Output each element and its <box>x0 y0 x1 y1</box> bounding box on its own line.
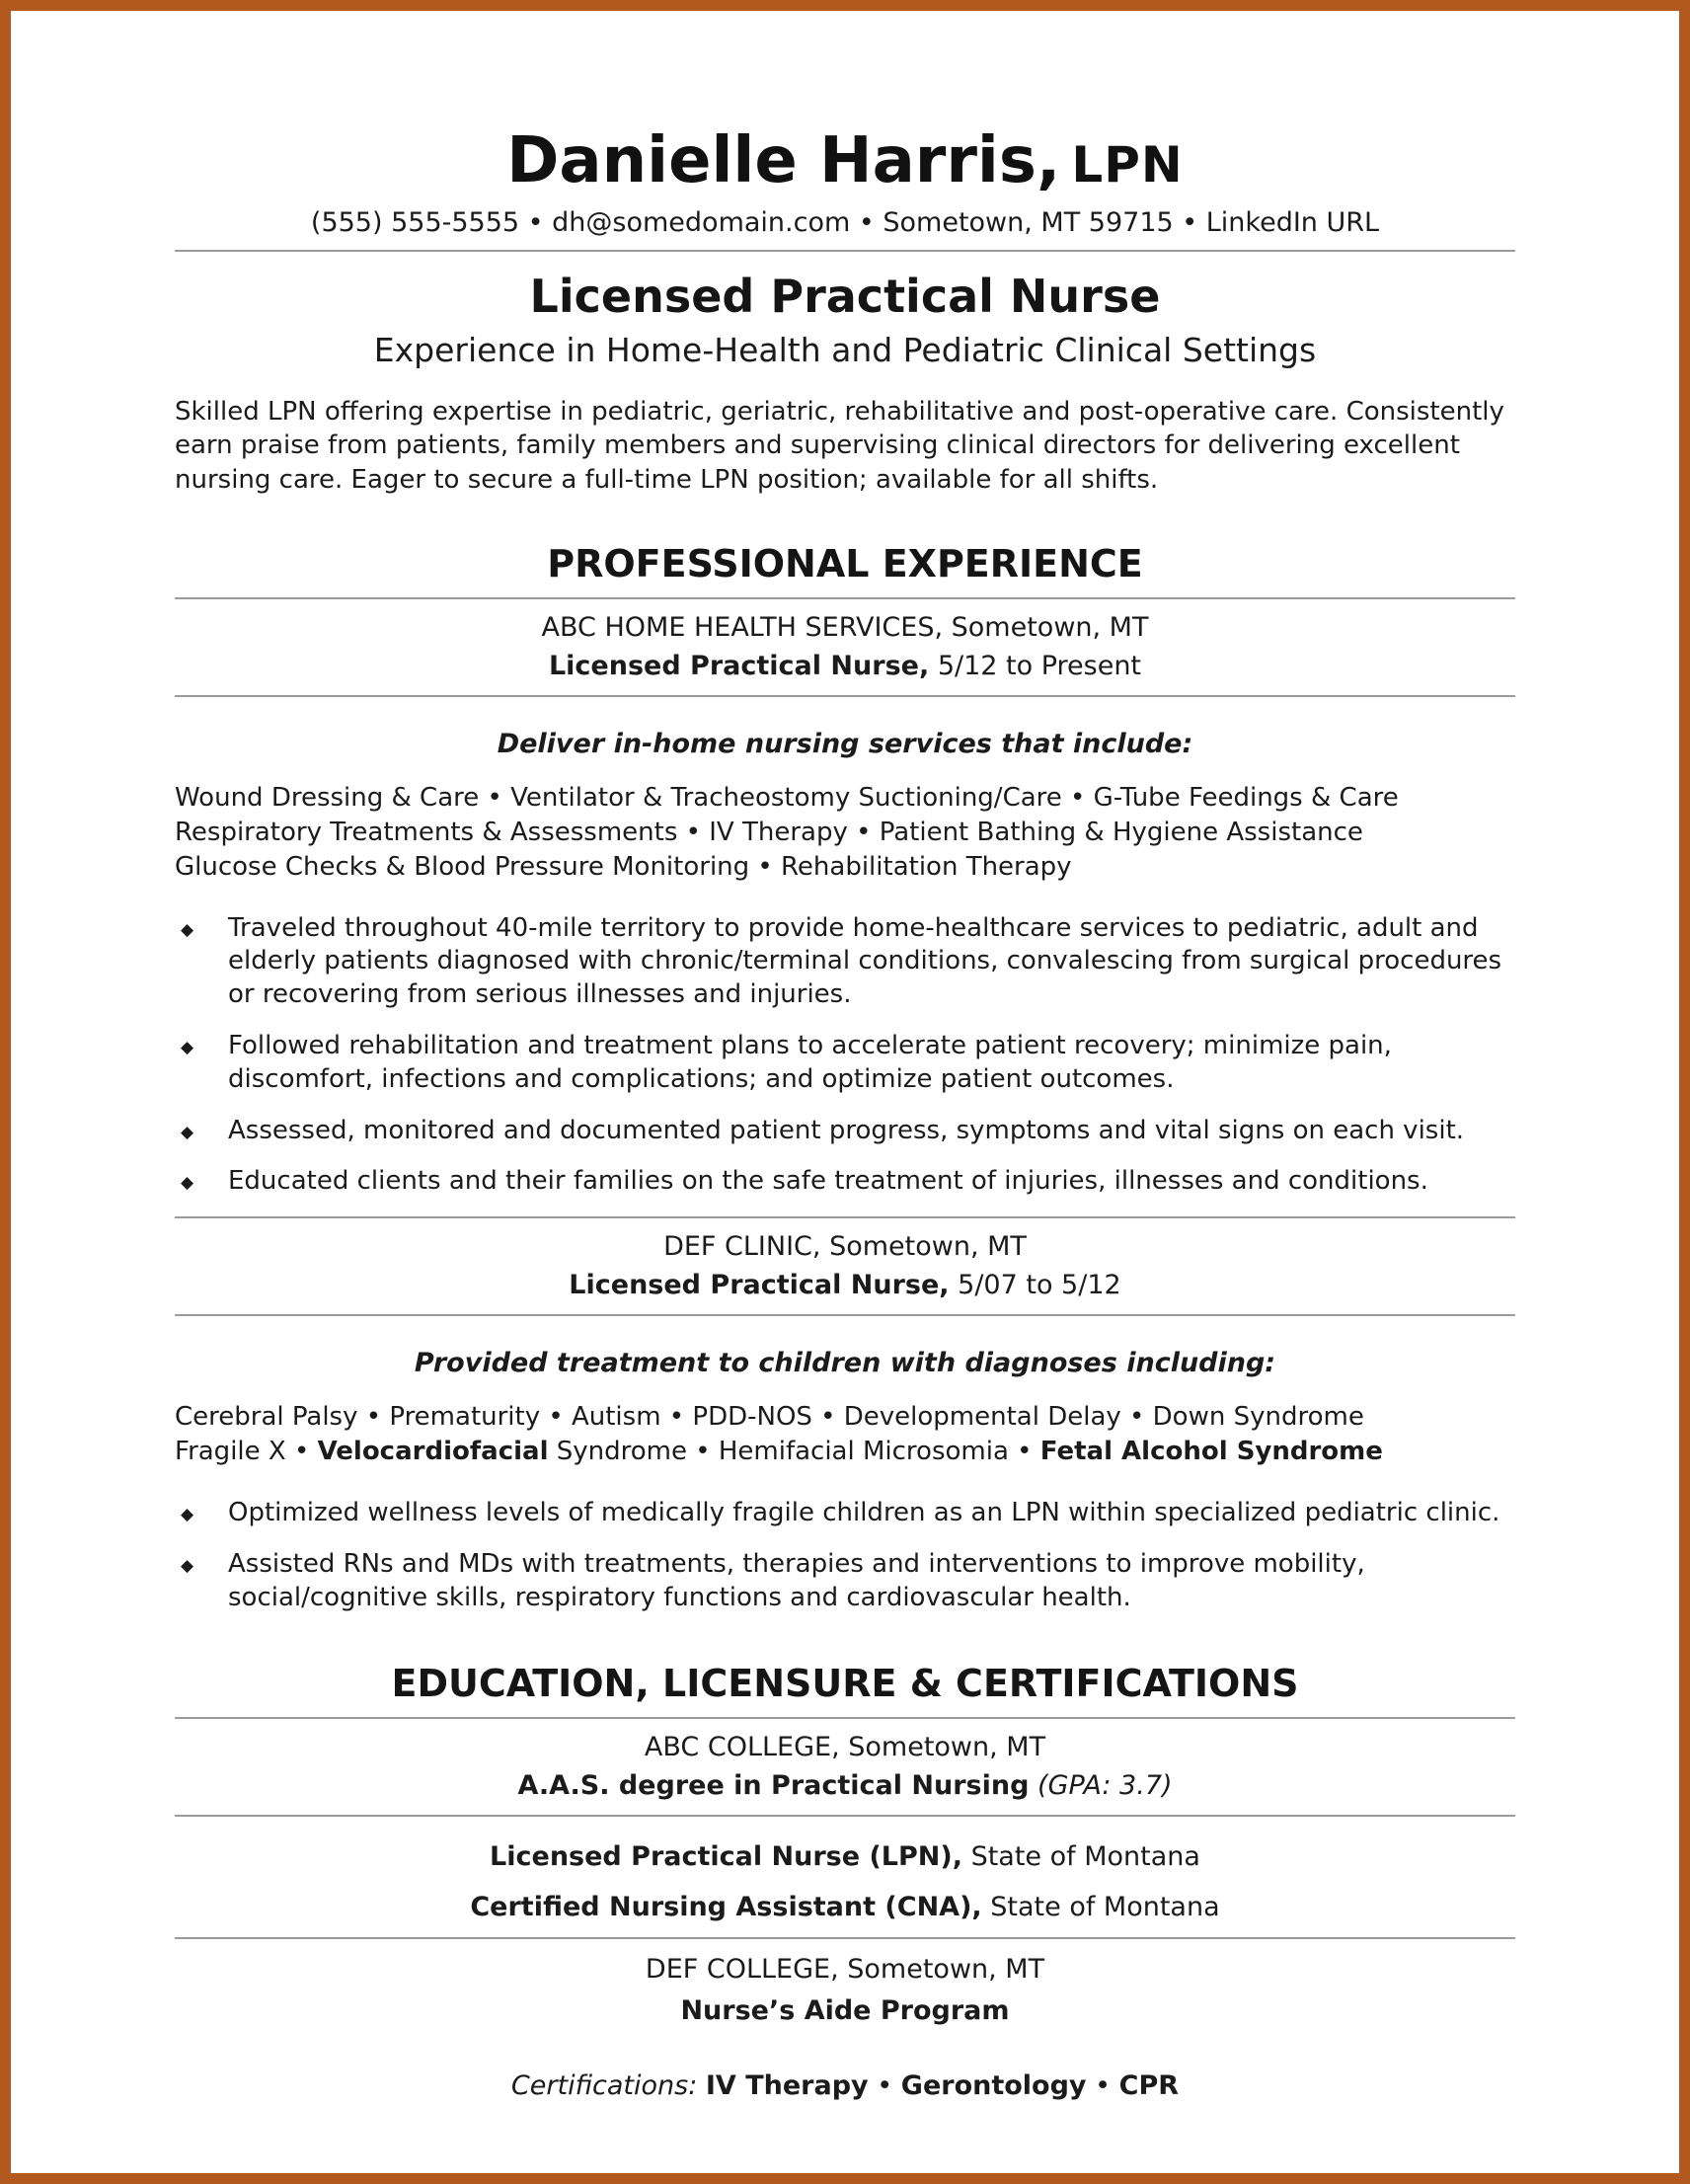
diagnoses-segment: Syndrome • Hemifacial Microsomia • <box>548 1437 1040 1467</box>
job-2-intro: Provided treatment to children with diagnoses including: <box>414 1348 1276 1379</box>
services-line: Wound Dressing & Care • Ventilator & Tracheostomy Suctioning/Care • G-Tube Feedings & Care <box>175 783 1399 814</box>
bullet-item <box>175 1165 1515 1199</box>
bullet-text: Assisted RNs and MDs with treatments, therapies and interventions to improve mobility, social/cognitive skills, respiratory functions and cardiovascular health. <box>228 1548 1365 1612</box>
certifications-label: Certifications: <box>510 2069 698 2101</box>
degree-title: A.A.S. degree in Practical Nursing <box>517 1769 1030 1801</box>
bullet-separator: • <box>877 2069 893 2101</box>
certifications-line <box>175 2070 1515 2101</box>
section-heading-experience: PROFESSIONAL EXPERIENCE <box>547 542 1143 586</box>
license-detail: State of Montana <box>990 1891 1220 1922</box>
license-line-lpn <box>175 1840 1515 1875</box>
college-1-degree-line <box>175 1769 1515 1804</box>
job-1-company: ABC HOME HEALTH SERVICES, Sometown, MT <box>541 612 1149 644</box>
job-1-intro: Deliver in-home nursing services that include: <box>497 729 1193 760</box>
job-1-title: Licensed Practical Nurse, <box>548 650 930 681</box>
section-heading-education: EDUCATION, LICENSURE & CERTIFICATIONS <box>391 1662 1299 1706</box>
diamond-bullet-icon: ◆ <box>181 1122 194 1142</box>
resume-title: Licensed Practical Nurse <box>529 270 1161 324</box>
certification-item: Gerontology <box>900 2069 1087 2101</box>
bullet-item <box>175 912 1515 1012</box>
job-1-dates: 5/12 to Present <box>937 650 1142 681</box>
license-detail: State of Montana <box>970 1841 1200 1873</box>
job-2-dates: 5/07 to 5/12 <box>958 1269 1121 1300</box>
services-line: Respiratory Treatments & Assessments • IV Therapy • Patient Bathing & Hygiene Assistance <box>175 817 1363 847</box>
license-title: Certified Nursing Assistant (CNA), <box>470 1891 982 1922</box>
job-1-title-line <box>175 650 1515 684</box>
divider-below-job-1-title <box>175 695 1515 697</box>
bullet-item <box>175 1497 1515 1530</box>
diamond-bullet-icon: ◆ <box>181 1038 194 1058</box>
divider-below-degree <box>175 1815 1515 1817</box>
bullet-item <box>175 1030 1515 1097</box>
degree-gpa: (GPA: 3.7) <box>1037 1769 1173 1801</box>
services-line: Glucose Checks & Blood Pressure Monitoring • Rehabilitation Therapy <box>175 851 1072 882</box>
bullet-text: Followed rehabilitation and treatment plans to accelerate patient recovery; minimize pain, discomfort, infections and complications; and optimize patient outcomes. <box>228 1031 1392 1094</box>
divider-above-job-1 <box>175 597 1515 599</box>
job-1-bullet-list <box>175 912 1515 1200</box>
job-2-title: Licensed Practical Nurse, <box>569 1269 950 1300</box>
resume-content <box>11 11 1679 2101</box>
diagnoses-segment-bold: Velocardiofacial <box>317 1437 549 1467</box>
summary-paragraph: Skilled LPN offering expertise in pediatric, geriatric, rehabilitative and post-operative care. Consistently earn praise from patients, family members and supervising clinical directors for delivering excellent nursing care. Eager to secure a full-time LPN position; available for all shifts. <box>175 397 1504 495</box>
diagnoses-line <box>175 1435 1515 1469</box>
job-2-bullet-list <box>175 1497 1515 1614</box>
candidate-name <box>175 124 1515 197</box>
college-2-program <box>175 1994 1515 2029</box>
divider-above-college-2 <box>175 1937 1515 1939</box>
diagnoses-segment-bold: Fetal Alcohol Syndrome <box>1039 1437 1383 1467</box>
contact-line: (555) 555-5555 • dh@somedomain.com • Sometown, MT 59715 • LinkedIn URL <box>310 207 1380 239</box>
divider-under-contact <box>175 250 1515 252</box>
bullet-text: Assessed, monitored and documented patient progress, symptoms and vital signs on each visit. <box>228 1115 1465 1145</box>
certification-item: CPR <box>1118 2069 1180 2101</box>
bullet-item <box>175 1548 1515 1615</box>
job-1-services <box>175 781 1515 884</box>
certification-item: IV Therapy <box>705 2069 869 2101</box>
diamond-bullet-icon: ◆ <box>181 1555 194 1576</box>
job-2-diagnoses <box>175 1400 1515 1469</box>
divider-below-job-2-title <box>175 1314 1515 1316</box>
job-2-title-line <box>175 1269 1515 1303</box>
divider-above-college-1 <box>175 1717 1515 1719</box>
bullet-text: Educated clients and their families on the safe treatment of injuries, illnesses and conditions. <box>228 1166 1428 1197</box>
diamond-bullet-icon: ◆ <box>181 1504 194 1524</box>
bullet-item <box>175 1115 1515 1148</box>
diagnoses-segment: Fragile X • <box>175 1437 318 1467</box>
job-2-company: DEF CLINIC, Sometown, MT <box>663 1231 1027 1263</box>
divider-above-job-2 <box>175 1216 1515 1218</box>
bullet-text: Optimized wellness levels of medically fragile children as an LPN within specialized pediatric clinic. <box>228 1497 1500 1527</box>
license-title: Licensed Practical Nurse (LPN), <box>490 1841 962 1873</box>
resume-subtitle: Experience in Home-Health and Pediatric Clinical Settings <box>373 331 1317 370</box>
candidate-credential: LPN <box>1071 136 1184 194</box>
college-2-name: DEF COLLEGE, Sometown, MT <box>645 1953 1045 1985</box>
college-1-name: ABC COLLEGE, Sometown, MT <box>644 1732 1046 1763</box>
program-title: Nurse’s Aide Program <box>680 1995 1010 2027</box>
candidate-name-text: Danielle Harris, <box>506 124 1061 197</box>
diamond-bullet-icon: ◆ <box>181 919 194 940</box>
bullet-text: Traveled throughout 40-mile territory to provide home-healthcare services to pediatric, adult and elderly patients diagnosed with chronic/terminal conditions, convalescing from surgical procedures or recovering from serious illnesses and injuries. <box>228 912 1502 1010</box>
license-line-cna <box>175 1891 1515 1925</box>
diagnoses-line: Cerebral Palsy • Prematurity • Autism • PDD-NOS • Developmental Delay • Down Syndrome <box>175 1402 1364 1433</box>
bullet-separator: • <box>1095 2069 1112 2101</box>
diamond-bullet-icon: ◆ <box>181 1173 194 1194</box>
